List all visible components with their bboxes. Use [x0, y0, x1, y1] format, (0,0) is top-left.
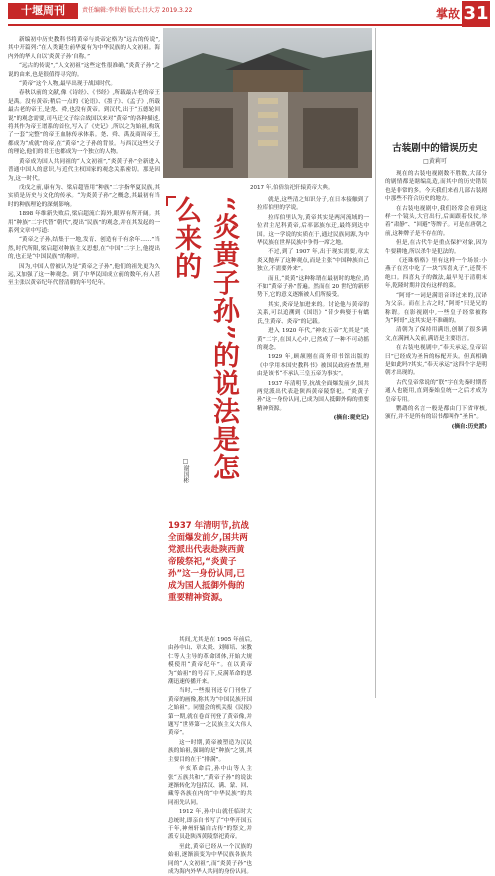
- column-divider: [375, 28, 376, 698]
- paragraph: 因为,中国人曾被认为是“黄帝之子孙”,他们的祖先更为久远,又加强了这一种观念。到了中华民国成立前的数年,有人甚至主张以黄帝纪年代替清朝的年号纪年。: [8, 263, 160, 287]
- header-meta: 责任编辑:李世娟 版式:吕大芳 2019.3.22: [82, 7, 193, 14]
- source-note: (摘自:观史记): [333, 415, 369, 422]
- pull-quote: 1937 年清明节,抗战全面爆发前夕,国共两党派出代表赴陕西黄帝陵祭祀,“炎黄子孙”这一身份认同,已成为国人抵御外侮的重要精神资源。: [168, 521, 249, 603]
- paragraph: 1912 年,孙中山就任临时大总统时,即亲自书写了“中华开国五千年,神州轩辕自古传”的祭文,并派专员赴陕西黄陵祭祀黄帝。: [168, 809, 252, 841]
- paragraph: 但是,在古代牛是重点保护对象,因为牛要耕地,所以杀牛是犯法的。: [385, 240, 487, 255]
- paragraph: 鹦鹉的名言一般是都由门下省审核,颁行,并不是所有的诏书都叫作“圣旨”。: [385, 405, 487, 421]
- article-column-3: [168, 636, 252, 875]
- ceremony-photo: [163, 28, 372, 178]
- article-byline: □谢国彬: [182, 458, 189, 483]
- paragraph: 在古装电视剧中,“奉天承运,皇帝诏曰”已经成为圣旨的标配开头。但真相确是如此吗?其实,“奉天承运”这四个字是明朝才出现的。: [385, 345, 487, 377]
- paragraph: 现在的古装电视剧数不胜数,大部分的剧情都是瞎编乱造,而其中的历史错误也是非常的多。今天我们来看几部古装剧中那些不符合历史的地方。: [385, 171, 487, 203]
- paragraph: 清朝为了保持用满语,创制了很多满文,在满洲入关前,满语是主要语言。: [385, 327, 487, 342]
- paragraph: “黄帝之子孙,结集于一地,发育、创造有千有余年……”当然,时代所限,梁启超对种族主义思想,在“中国”二字上,他提出的,也正是“中国民族”的称呼。: [8, 237, 160, 261]
- side-article-body: [385, 170, 487, 698]
- paragraph: 辛亥革命后,孙中山等人主张“五族共和”,“黄帝子孙”的说法逐渐转化为包括汉、满、蒙、回、藏等各族在内的“中华民族”的共同祖先认同。: [168, 766, 252, 806]
- paragraph: 当时,一些报刊还专门刊登了黄帝的画像,称其为“中国民族开国之始祖”。同盟会的机关报《民报》第一期,就在卷首刊登了黄帝像,并题写“世界第一之民族主义大伟人黄帝”。: [168, 688, 252, 737]
- paragraph: 就是,这些清之知识分子,在日本接触到了拉库伯里的学说。: [257, 197, 369, 212]
- paragraph: 在古装电视剧中,我们经常会看到这样一个镜头,大官出行,后面跟着仪仗,举着“肃静”、“回避”等牌子。可是在唐朝之前,这种牌子是不存在的。: [385, 205, 487, 237]
- paragraph: 这一时期,黄帝被塑造为汉民族的始祖,强调的是“种族”之别,其主要目的在于“排满”。: [168, 739, 252, 763]
- paragraph: 1898 年维新失败后,梁启超流亡海外,眼界有所开阔。其用“种族”二字代替“朝代”,提出“民族”的观念,并在其发起的一系列文章中写道:: [8, 211, 160, 234]
- paragraph: 至此,黄帝已经从一个汉族的始祖,逐渐演变为中华民族各族共同的“人文初祖”,而“炎黄子孙”也成为海内外华人共同的身份认同。: [168, 843, 252, 875]
- paragraph: 其间,尤其是在 1905 年前后,由孙中山、章太炎、刘师培、宋教仁等人主导的革命团体,开始大规模使用“黄帝纪年”。在以黄帝为“始祖”的号召下,反满革命的思潮迅速传播开来。: [168, 637, 252, 686]
- paragraph: 而且,“炎黄”这种称谓在最初时的地位,尚不如“黄帝子孙”普遍。然而在 20 世纪的新形势下,它的意义逐渐被人们所接受。: [257, 275, 369, 299]
- paragraph: 黄帝成为国人共同祖的“人文初祖”,“炎黄子孙”全新进入普通中国人的意识,与近代主权国家的观念关系密切。那是因为,这一时代。: [8, 158, 160, 182]
- paragraph: 其实,炎帝是加进来的。讨论他与黄帝的关系,可以追溯到《国语》“昔少典娶于有蟜氏,生黄帝、炎帝”的记载。: [257, 301, 369, 325]
- header-rule: [8, 24, 490, 26]
- paragraph: 古代皇帝常说的“朕”字在先秦时期普通人也能用,直到秦始皇统一之后才成为皇帝专用。: [385, 379, 487, 403]
- article-column-2: [257, 196, 369, 696]
- side-article-title: 古装剧中的错误历史: [392, 143, 478, 154]
- article-title: “炎黄子孙”的说法是怎么来的: [170, 196, 239, 482]
- source-note: (摘自:历史派): [451, 423, 487, 430]
- paragraph: 1937 年清明节,抗战全面爆发前夕,国共两党派出代表赴陕西黄帝陵祭祀。“炎黄子孙”这一身份认同,已成为国人抵御外侮的重要精神资源。: [257, 380, 369, 412]
- paragraph: 《还珠格格》里有这样一个场景:小燕子在宫中吃了一块“四喜丸子”,还赞不绝口。四喜丸子的做法,最早见于清朝末年,乾隆时期并没有这样的菜。: [385, 258, 487, 290]
- photo-caption: 2017 年,伯俗翁祀轩辕黄帝大典。: [250, 185, 334, 191]
- paragraph: 1929 年,顾颉刚在商务印书馆出版的《中学用本国史教科书》被国民政府查禁,理由是该书“不承认三皇五帝为事实”。: [257, 354, 369, 378]
- paragraph: “阿哥”一词是满语音译过来的,汉译为父亲。而在上古之时,“阿哥”只是兄的称谓。在影视剧中,一些皇子经常被称为“阿哥”,这其实是不准确的。: [385, 292, 487, 324]
- paragraph: 不过,到了 1907 年,出于现实需要,章太炎又抛弃了这种观点,而是主张“中国种族自己独立,不需要外来”。: [257, 249, 369, 273]
- article-column-1: [8, 36, 160, 701]
- paper-name: 十堰周刊: [8, 3, 78, 19]
- page-number: 31: [462, 1, 490, 27]
- paragraph: 进入 1920 年代,“神农五帝”尤其是“炎黄”二字,在国人心中,已然成了一种不可动摇的观念。: [257, 328, 369, 351]
- paragraph: 戊戌之前,康有为、梁启超皆用“种族”二字指华夏民族,其实质是历史与文化的传承。“为炎黄子孙”之概念,其最初有当时的种族理论的深刻影响。: [8, 184, 160, 208]
- paragraph: 拉库伯里认为,黄帝其实是两河流域的一位君主尼科黄帝,后率部族东迁,最终到达中国。这一学说的实质在于,通过民族同源,为中华民族在世界民族中争得一席之地。: [257, 214, 369, 247]
- side-article-author: □黄莉可: [423, 158, 447, 165]
- paragraph: 春秋以前的文献,像《诗经》、《书经》,所载最古老的帝王是禹。没有黄帝;稍后一点的《论语》、《墨子》、《孟子》,所载最古老的帝王,是尧、舜,也没有黄帝。到汉代,出于“五德轮回说”的观念需要,司马迁父子综合战国以来对“黄帝”的各种描述,将其作为帝王谱系的首位,写入了《史记》,所以之为始祖,构筑了一套“完整”的帝王血脉传承体系。尧、舜、禹及商周帝王,都成为“成就”的帝,在“黄帝”之子孙的背景。与西汉这些父子的理论,他们的君王也都成为一个独立的人物。: [8, 90, 160, 156]
- paragraph: 新编初中历史教科书将黄帝与炎帝定格为“远古的传说”,其中开篇列:“在人类诞生前华夏有为中华民族的人文初祖。海内外的华人自以‘炎黄子孙’自称。”: [8, 37, 160, 60]
- paragraph: “远古的传说”,“人文初祖”这些定性很准确,“炎黄子孙”之说的由来,也是很值得寻究的。: [8, 63, 160, 78]
- paragraph: “黄帝”这个人物,最早出现于战国时代。: [19, 81, 116, 88]
- section-label: 掌故: [435, 7, 460, 21]
